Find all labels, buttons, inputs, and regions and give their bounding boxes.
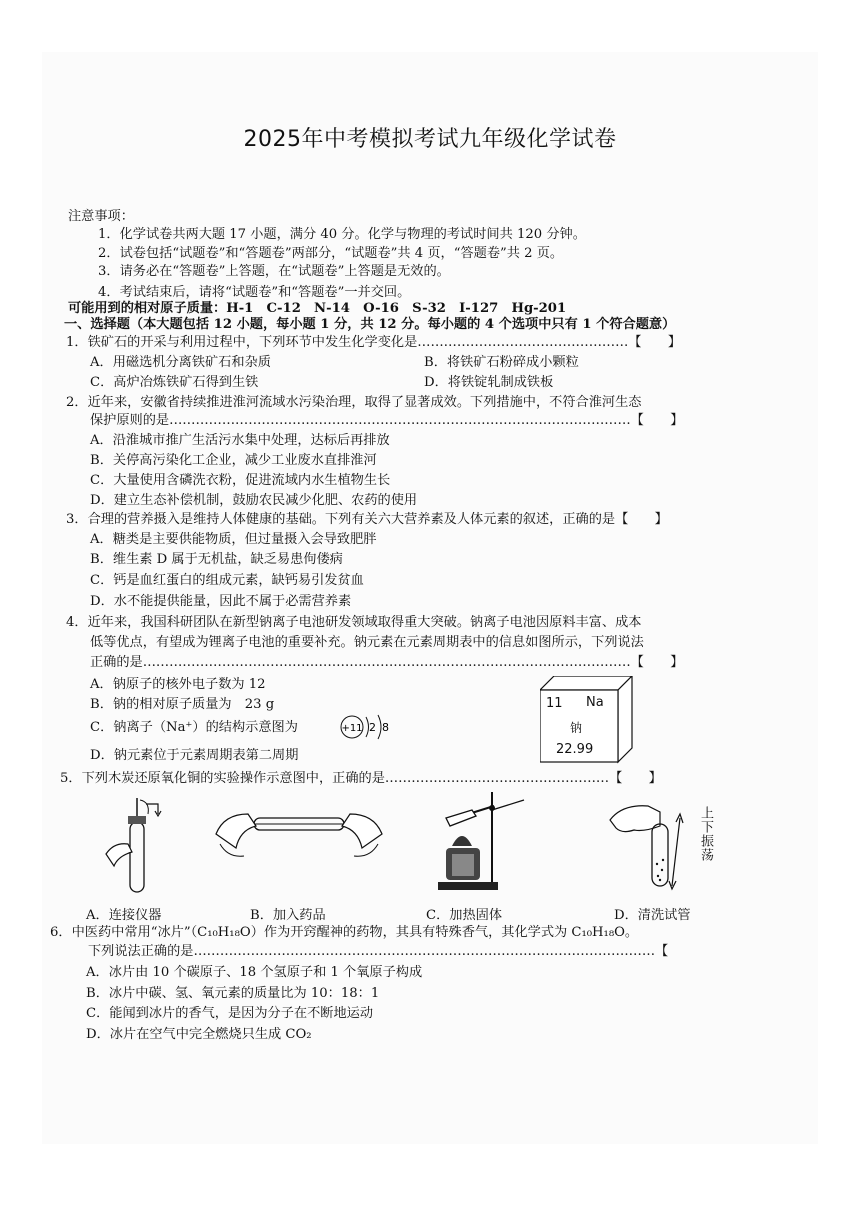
shake-label: 上下振荡 — [698, 806, 713, 862]
option-b: B．冰片中碳、氢、氧元素的质量比为 10：18：1 — [86, 986, 380, 1001]
sodium-element-card — [540, 676, 632, 762]
wash-tube-figure — [608, 794, 692, 894]
figure-caption-a: A．连接仪器 — [86, 908, 162, 923]
figure-caption-d: D．清洗试管 — [614, 908, 691, 923]
question-stem: 3．合理的营养摄入是维持人体健康的基础。下列有关六大营养素及人体元素的叙述，正确的是【 】 — [66, 512, 668, 527]
option-d: D．水不能提供能量，因此不属于必需营养素 — [90, 594, 352, 609]
exam-title: 2025年中考模拟考试九年级化学试卷 — [243, 127, 617, 152]
notice-heading: 注意事项： — [68, 209, 134, 224]
question-stem: 下列说法正确的是……………………………………………………………………………………………【 — [88, 944, 669, 959]
option-b: B．关停高污染化工企业，减少工业废水直排淮河 — [90, 453, 377, 468]
notice-item: 1．化学试卷共两大题 17 小题，满分 40 分。化学与物理的考试时间共 120 分钟。 — [98, 227, 586, 242]
option-a: A．冰片由 10 个碳原子、18 个氢原子和 1 个氧原子构成 — [86, 965, 423, 980]
option-c: C．钙是血红蛋白的组成元素，缺钙易引发贫血 — [90, 573, 364, 588]
figure-caption-b: B．加入药品 — [250, 908, 326, 923]
option-d: D．建立生态补偿机制，鼓励农民减少化肥、农药的使用 — [90, 493, 418, 508]
option-c: C．钠离子（Na⁺）的结构示意图为 — [90, 720, 298, 735]
question-stem: 保护原则的是……………………………………………………………………………………………【 】 — [90, 413, 684, 428]
option-d: D．冰片在空气中完全燃烧只生成 CO₂ — [86, 1027, 312, 1042]
question-stem: 正确的是…………………………………………………………………………………………………【 】 — [90, 655, 684, 670]
heat-solid-figure — [432, 786, 542, 896]
ion-shell-2: 8 — [382, 721, 389, 734]
element-mass: 22.99 — [556, 742, 594, 757]
element-number: 11 — [546, 696, 563, 711]
ion-shell-1: 2 — [369, 721, 376, 734]
question-stem: 4．近年来，我国科研团队在新型钠离子电池研发领域取得重大突破。钠离子电池因原料丰富、成本 — [66, 615, 642, 630]
option-a: A．糖类是主要供能物质，但过量摄入会导致肥胖 — [90, 532, 377, 547]
option-b: B．将铁矿石粉碎成小颗粒 — [424, 355, 579, 370]
option-d: D．将铁锭轧制成铁板 — [424, 375, 554, 390]
ion-nucleus-label: +11 — [341, 723, 363, 734]
option-c: C．能闻到冰片的香气，是因为分子在不断地运动 — [86, 1006, 374, 1021]
question-stem: 低等优点，有望成为锂离子电池的重要补充。钠元素在元素周期表中的信息如图所示，下列说法 — [90, 635, 644, 650]
figure-caption-c: C．加热固体 — [426, 908, 503, 923]
option-a: A．沿淮城市推广生活污水集中处理，达标后再排放 — [90, 433, 390, 448]
option-c: C．高炉冶炼铁矿石得到生铁 — [90, 375, 259, 390]
element-symbol: Na — [586, 695, 604, 710]
add-reagent-figure — [214, 800, 384, 870]
option-a: A．用磁选机分离铁矿石和杂质 — [90, 355, 271, 370]
notice-item: 4．考试结束后，请将“试题卷”和“答题卷”一并交回。 — [98, 285, 411, 300]
connect-apparatus-figure — [104, 794, 174, 898]
option-b: B．维生素 D 属于无机盐，缺乏易患佝偻病 — [90, 552, 343, 567]
option-d: D．钠元素位于元素周期表第二周期 — [90, 748, 299, 763]
notice-item: 2．试卷包括“试题卷”和“答题卷”两部分，“试题卷”共 4 页，“答题卷”共 2 页。 — [98, 246, 564, 261]
question-stem: 2．近年来，安徽省持续推进淮河流域水污染治理，取得了显著成效。下列措施中，不符合淮河生态 — [66, 395, 642, 410]
question-stem: 1．铁矿石的开采与利用过程中，下列环节中发生化学变化是…………………………………………【 】 — [66, 335, 682, 350]
option-c: C．大量使用含磷洗衣粉，促进流域内水生植物生长 — [90, 473, 391, 488]
sodium-ion-structure-diagram — [338, 712, 394, 742]
notice-item: 3．请务必在“答题卷”上答题，在“试题卷”上答题是无效的。 — [98, 264, 450, 279]
atomic-masses: 可能用到的相对原子质量：H-1 C-12 N-14 O-16 S-32 I-127 Hg-201 — [68, 301, 567, 316]
option-a: A．钠原子的核外电子数为 12 — [90, 677, 266, 692]
element-name: 钠 — [570, 721, 583, 735]
question-stem: 6．中医药中常用“冰片”（C₁₀H₁₈O）作为开窍醒神的药物，其具有特殊香气，其化学式为 C₁₀H₁₈O。 — [50, 925, 639, 940]
option-b: B．钠的相对原子质量为 23 g — [90, 697, 275, 712]
question-stem: 5．下列木炭还原氧化铜的实验操作示意图中，正确的是……………………………………………【 】 — [60, 771, 662, 786]
section-heading: 一、选择题（本大题包括 12 小题，每小题 1 分，共 12 分。每小题的 4 个选项中只有 1 个符合题意） — [64, 317, 676, 332]
